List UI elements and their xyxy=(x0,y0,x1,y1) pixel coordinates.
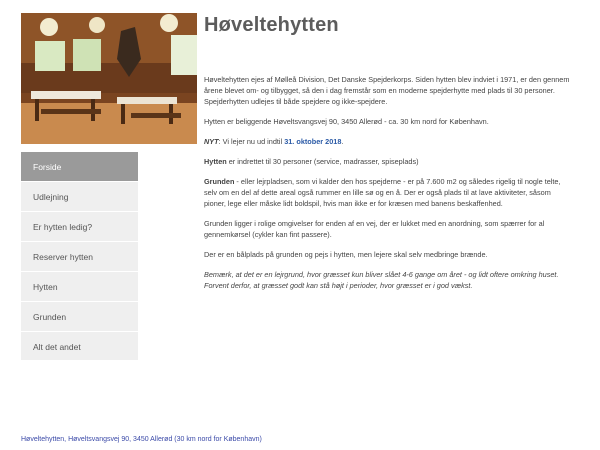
nav-item-er-hytten-ledig[interactable]: Er hytten ledig? xyxy=(21,212,138,242)
news-date: 31. oktober 2018 xyxy=(284,137,342,146)
hut-interior-photo xyxy=(21,13,197,144)
hut-interior-image xyxy=(21,13,197,144)
news-label: NYT xyxy=(204,137,219,146)
hytten-text: er indrettet til 30 personer (service, madrasser, spiseplads) xyxy=(226,157,419,166)
surroundings-paragraph: Grunden ligger i rolige omgivelser for enden af en vej, der er lukket med en anordning, som spærrer for al gennemkørsel (cykler kan fint passere). xyxy=(204,219,545,239)
nav-item-udlejning[interactable]: Udlejning xyxy=(21,182,138,212)
hytten-paragraph xyxy=(204,156,570,167)
nav-item-alt-det-andet[interactable]: Alt det andet xyxy=(21,332,138,362)
page-header xyxy=(204,14,572,37)
bonfire-paragraph: Der er en bålplads på grunden og pejs i hytten, men lejere skal selv medbringe brænde. xyxy=(204,250,488,259)
intro-paragraph: Høveltehytten ejes af Mølleå Division, Det Danske Spejderkorps. Siden hytten blev indviet i 1971, er den gennem årene blevet om- og tilbygget, så den i dag fremstår som en moderne spejderhytte med plads til 30 personer. Spejderhytten udlejes til både spejdere og ikke-spejdere. xyxy=(204,75,570,106)
nav-item-hytten[interactable]: Hytten xyxy=(21,272,138,302)
address-paragraph: Hytten er beliggende Høveltsvangsvej 90, 3450 Allerød - ca. 30 km nord for København. xyxy=(204,117,489,126)
main-content xyxy=(204,74,570,300)
news-text: : Vi lejer nu ud indtil xyxy=(218,137,285,146)
grunden-text: - eller lejrpladsen, som vi kalder den hos spejderne - er på 7.600 m2 og således rigelig til nogle telte, selv om en del af dette areal også rummer en lille sø og en å. Der er også plads til at lave aktiviteter, såsom pioner, lege eller måske lidt boldspil, hvis man ikke er for kræsen med banens beskaffenhed. xyxy=(204,177,561,208)
nav-item-forside[interactable]: Forside xyxy=(21,152,138,182)
hytten-label: Hytten xyxy=(204,157,227,166)
sidebar-nav xyxy=(21,152,138,360)
grunden-label: Grunden xyxy=(204,177,235,186)
news-end: . xyxy=(341,137,344,146)
nav-item-reserver-hytten[interactable]: Reserver hytten xyxy=(21,242,138,272)
nav-item-grunden[interactable]: Grunden xyxy=(21,302,138,332)
page-title: Høveltehytten xyxy=(204,14,339,36)
news-paragraph xyxy=(204,136,570,147)
grunden-paragraph xyxy=(204,176,570,209)
footer-address: Høveltehytten, Høveltsvangsvej 90, 3450 Allerød (30 km nord for København) xyxy=(21,436,262,443)
grass-note-paragraph: Bemærk, at det er en lejrgrund, hvor græsset kun bliver slået 4-6 gange om året - og lidt oftere omkring huset. Forvent derfor, at græsset godt kan stå højt i perioder, hvor græsset er i god vækst. xyxy=(204,270,559,290)
